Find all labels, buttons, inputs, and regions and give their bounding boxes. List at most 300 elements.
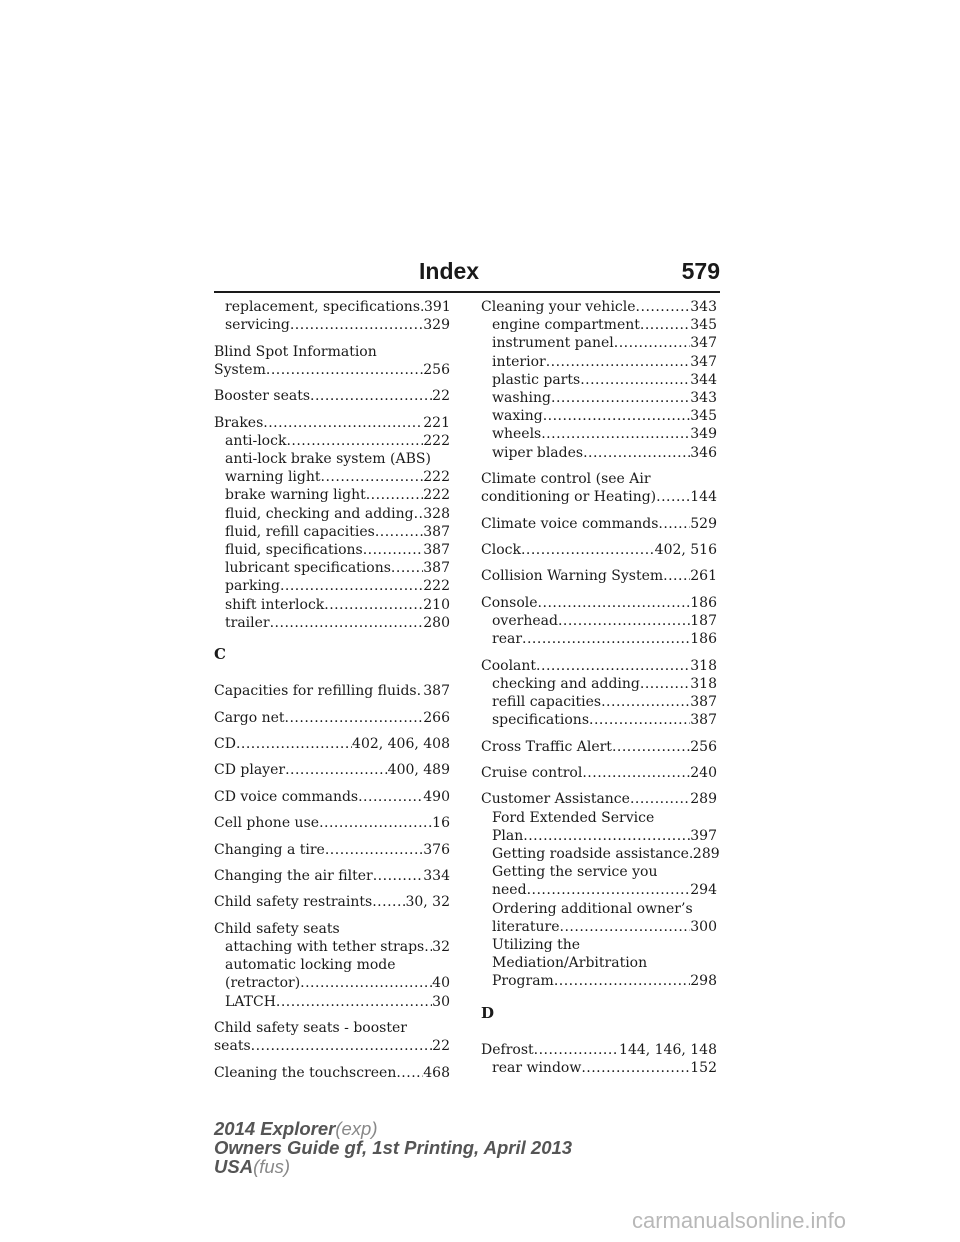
dot-leader bbox=[319, 814, 432, 832]
entry-text: CD voice commands bbox=[214, 788, 359, 805]
entry-text: Climate voice commands bbox=[481, 515, 659, 532]
index-subentry-line bbox=[214, 956, 450, 974]
entry-text: Changing the air filter bbox=[214, 867, 373, 884]
entry-page-number: 256 bbox=[690, 738, 717, 755]
index-subentry-line bbox=[214, 432, 450, 450]
entry-text: parking bbox=[225, 578, 280, 595]
entry-text: Cleaning your vehicle bbox=[481, 299, 636, 315]
entry-page-number: 334 bbox=[423, 867, 450, 884]
entry-text: Cruise control bbox=[481, 764, 583, 781]
index-entry bbox=[481, 298, 717, 462]
dot-leader bbox=[554, 972, 690, 990]
entry-text: fluid, checking and adding bbox=[225, 505, 414, 522]
entry-page-number: 187 bbox=[690, 612, 717, 629]
entry-text: fluid, specifications bbox=[225, 542, 363, 558]
index-subentry-line bbox=[481, 863, 717, 881]
index-subentry-line bbox=[481, 1059, 717, 1077]
entry-page-number: 210 bbox=[423, 596, 450, 613]
entry-page-number: 344 bbox=[690, 371, 717, 388]
entry-text: Console bbox=[481, 594, 538, 611]
entry-page-number: 400, 489 bbox=[387, 762, 450, 779]
index-subentry-line bbox=[481, 954, 717, 972]
dot-leader bbox=[601, 693, 690, 711]
index-subentry-line bbox=[214, 577, 450, 595]
dot-leader bbox=[324, 596, 423, 614]
entry-text: Cross Traffic Alert bbox=[481, 738, 612, 755]
dot-leader bbox=[358, 788, 423, 806]
dot-leader bbox=[541, 425, 690, 443]
entry-text: Cargo net bbox=[214, 709, 285, 726]
index-entry-line bbox=[481, 764, 717, 782]
entry-text: conditioning or Heating) bbox=[481, 489, 657, 506]
entry-text: overhead bbox=[492, 612, 558, 629]
index-entry-line bbox=[214, 361, 450, 379]
footer-model: 2014 Explorer bbox=[214, 1118, 336, 1139]
index-entry bbox=[481, 541, 717, 559]
entry-page-number: 266 bbox=[423, 709, 450, 726]
entry-text: Defrost bbox=[481, 1041, 534, 1058]
index-subentry-line bbox=[481, 675, 717, 693]
dot-leader bbox=[663, 567, 690, 585]
footer-line-1 bbox=[214, 1119, 572, 1138]
dot-leader bbox=[363, 541, 424, 559]
entry-text: replacement, specifications bbox=[225, 299, 421, 315]
dot-leader bbox=[582, 764, 690, 782]
entry-text: Ford Extended Service bbox=[492, 809, 655, 826]
entry-text: Brakes bbox=[214, 414, 264, 431]
entry-page-number: 289 bbox=[692, 845, 720, 862]
entry-text: Ordering additional owner’s bbox=[492, 900, 693, 917]
entry-page-number: 318 bbox=[690, 675, 717, 692]
dot-leader bbox=[290, 316, 423, 334]
dot-leader bbox=[546, 353, 691, 371]
index-entry-line bbox=[214, 1037, 450, 1055]
index-entry-line bbox=[214, 1019, 450, 1037]
dot-leader bbox=[417, 682, 424, 700]
entry-text: seats bbox=[214, 1038, 251, 1055]
dot-leader bbox=[543, 407, 691, 425]
index-subentry-line bbox=[481, 425, 717, 443]
entry-text: rear bbox=[492, 631, 523, 648]
entry-page-number: 280 bbox=[423, 614, 450, 631]
section-letter: C bbox=[214, 645, 226, 664]
index-entry bbox=[481, 738, 717, 756]
dot-leader bbox=[372, 893, 405, 911]
index-subentry-line bbox=[481, 918, 717, 936]
index-entry-line bbox=[481, 738, 717, 756]
entry-page-number: 345 bbox=[690, 408, 717, 425]
entry-text: wheels bbox=[492, 426, 542, 443]
index-entry bbox=[214, 814, 450, 832]
entry-text: literature bbox=[492, 918, 560, 935]
dot-leader bbox=[276, 993, 432, 1011]
entry-page-number: 318 bbox=[690, 657, 717, 674]
dot-leader bbox=[614, 334, 691, 352]
entry-text: rear window bbox=[492, 1060, 582, 1076]
index-subentry-line bbox=[481, 900, 717, 918]
entry-page-number: 300 bbox=[690, 918, 717, 935]
footer-model-code: (exp) bbox=[335, 1118, 378, 1139]
index-subentry-line bbox=[481, 316, 717, 334]
dot-leader bbox=[536, 657, 690, 675]
entry-page-number: 349 bbox=[690, 426, 717, 443]
entry-text: Child safety restraints bbox=[214, 894, 373, 911]
index-subentry-line bbox=[481, 630, 717, 648]
dot-leader bbox=[263, 414, 423, 432]
index-entry-line bbox=[214, 735, 450, 753]
index-subentry-line bbox=[481, 407, 717, 425]
dot-leader bbox=[325, 841, 423, 859]
index-entry-line bbox=[481, 567, 717, 585]
index-column-right bbox=[481, 298, 720, 1085]
index-subentry-line bbox=[481, 711, 717, 729]
index-subentry-line bbox=[214, 614, 450, 632]
index-subentry-line bbox=[214, 316, 450, 334]
entry-page-number: 22 bbox=[432, 1038, 450, 1055]
dot-leader bbox=[521, 541, 655, 559]
entry-text: Cell phone use bbox=[214, 815, 320, 832]
entry-text: engine compartment bbox=[492, 317, 640, 334]
entry-text: Customer Assistance bbox=[481, 791, 630, 808]
entry-page-number: 144, 146, 148 bbox=[619, 1041, 717, 1058]
index-entry bbox=[481, 657, 717, 730]
index-subentry-line bbox=[481, 809, 717, 827]
entry-page-number: 347 bbox=[690, 353, 717, 370]
index-entry bbox=[481, 1041, 717, 1077]
index-entry bbox=[214, 682, 450, 700]
entry-text: Climate control (see Air bbox=[481, 471, 651, 488]
dot-leader bbox=[285, 709, 424, 727]
entry-page-number: 256 bbox=[423, 361, 450, 378]
entry-page-number: 387 bbox=[423, 523, 450, 540]
entry-page-number: 289 bbox=[690, 791, 717, 808]
dot-leader bbox=[321, 468, 424, 486]
entry-page-number: 240 bbox=[690, 764, 717, 781]
entry-text: trailer bbox=[225, 614, 270, 631]
index-subentry-line bbox=[481, 612, 717, 630]
entry-text: washing bbox=[492, 390, 551, 407]
entry-page-number: 40 bbox=[432, 975, 450, 992]
index-subentry-line bbox=[214, 450, 450, 468]
index-subentry-line bbox=[214, 596, 450, 614]
index-subentry-line bbox=[214, 541, 450, 559]
dot-leader bbox=[285, 761, 388, 779]
section-letter: D bbox=[481, 1003, 495, 1022]
entry-text: waxing bbox=[492, 408, 543, 425]
dot-leader bbox=[373, 867, 424, 885]
entry-page-number: 16 bbox=[432, 815, 450, 832]
dot-leader bbox=[580, 371, 690, 389]
entry-text: fluid, refill capacities bbox=[225, 523, 375, 540]
dot-leader bbox=[581, 1059, 690, 1077]
dot-leader bbox=[630, 790, 690, 808]
footer-line-2: Owners Guide gf, 1st Printing, April 2013 bbox=[214, 1137, 573, 1158]
index-subentry-line bbox=[214, 523, 450, 541]
entry-text: CD bbox=[214, 736, 236, 752]
entry-page-number: 222 bbox=[423, 469, 450, 486]
index-subentry-line bbox=[481, 693, 717, 711]
dot-leader bbox=[523, 827, 690, 845]
index-entry bbox=[214, 414, 450, 632]
entry-page-number: 468 bbox=[423, 1064, 450, 1081]
index-entry bbox=[214, 788, 450, 806]
index-subentry-line bbox=[214, 559, 450, 577]
index-subentry-line bbox=[481, 881, 717, 899]
entry-text: Mediation/Arbitration bbox=[492, 955, 648, 972]
dot-leader bbox=[656, 488, 690, 506]
entry-text: attaching with tether straps bbox=[225, 938, 425, 955]
index-entry bbox=[214, 387, 450, 405]
entry-page-number: 30 bbox=[432, 993, 450, 1010]
dot-leader bbox=[396, 1064, 423, 1082]
entry-text: System bbox=[214, 361, 266, 378]
dot-leader bbox=[300, 974, 432, 992]
index-entry-line bbox=[481, 298, 717, 316]
index-entry bbox=[481, 594, 717, 649]
entry-text: Cleaning the touchscreen bbox=[214, 1064, 397, 1081]
index-subentry-line bbox=[214, 505, 450, 523]
index-entry-line bbox=[481, 790, 717, 808]
entry-text: Booster seats bbox=[214, 388, 311, 405]
entry-text: Blind Spot Information bbox=[214, 343, 377, 360]
entry-page-number: 261 bbox=[690, 568, 717, 585]
entry-page-number: 490 bbox=[423, 788, 450, 805]
dot-leader bbox=[236, 735, 352, 753]
entry-page-number: 387 bbox=[423, 683, 450, 700]
index-entry bbox=[214, 867, 450, 885]
footer-line-3 bbox=[214, 1157, 572, 1176]
entry-page-number: 221 bbox=[423, 414, 450, 431]
entry-page-number: 186 bbox=[690, 594, 717, 611]
entry-page-number: 376 bbox=[423, 841, 450, 858]
index-entry-line bbox=[481, 657, 717, 675]
entry-text: plastic parts bbox=[492, 371, 581, 388]
index-subentry-line bbox=[481, 371, 717, 389]
footer-market: USA bbox=[214, 1156, 254, 1177]
index-entry bbox=[481, 515, 717, 533]
index-entry-line bbox=[481, 594, 717, 612]
entry-text: CD player bbox=[214, 762, 286, 779]
entry-page-number: 222 bbox=[423, 487, 450, 504]
index-entry-line bbox=[214, 867, 450, 885]
entry-page-number: 529 bbox=[690, 515, 717, 532]
entry-text: checking and adding bbox=[492, 675, 640, 692]
entry-page-number: 387 bbox=[423, 542, 450, 558]
entry-text: specifications bbox=[492, 712, 590, 729]
index-entry-line bbox=[214, 920, 450, 938]
dot-leader bbox=[251, 1037, 433, 1055]
dot-leader bbox=[558, 612, 690, 630]
entry-page-number: 346 bbox=[690, 444, 717, 461]
entry-text: warning light bbox=[225, 469, 321, 486]
dot-leader bbox=[636, 298, 691, 316]
entry-text: lubricant specifications bbox=[225, 560, 391, 577]
dot-leader bbox=[424, 938, 432, 956]
entry-text: anti-lock brake system (ABS) bbox=[225, 450, 431, 467]
index-subentry-line bbox=[214, 468, 450, 486]
entry-page-number: 30, 32 bbox=[405, 894, 450, 911]
index-entry-line bbox=[214, 814, 450, 832]
index-entry-line bbox=[214, 682, 450, 700]
entry-text: anti-lock bbox=[225, 432, 287, 449]
index-entry-line bbox=[214, 761, 450, 779]
index-entry bbox=[214, 1019, 450, 1055]
index-entry bbox=[481, 790, 720, 990]
entry-text: servicing bbox=[225, 317, 290, 334]
dot-leader bbox=[640, 675, 690, 693]
entry-page-number: 144 bbox=[690, 489, 717, 506]
dot-leader bbox=[658, 515, 690, 533]
dot-leader bbox=[640, 316, 690, 334]
entry-page-number: 397 bbox=[690, 827, 717, 844]
entry-page-number: 22 bbox=[432, 388, 450, 405]
index-entry bbox=[214, 343, 450, 379]
index-subentry-line bbox=[481, 334, 717, 352]
entry-page-number: 298 bbox=[690, 973, 717, 990]
dot-leader bbox=[280, 577, 423, 595]
entry-page-number: 328 bbox=[423, 505, 450, 522]
dot-leader bbox=[583, 444, 690, 462]
index-subentry-line bbox=[214, 298, 450, 316]
page-header bbox=[214, 258, 720, 288]
entry-text: (retractor) bbox=[225, 975, 301, 992]
index-subentry-line bbox=[481, 936, 717, 954]
dot-leader bbox=[286, 432, 423, 450]
dot-leader bbox=[375, 523, 423, 541]
entry-text: interior bbox=[492, 353, 546, 370]
entry-page-number: 343 bbox=[690, 299, 717, 315]
index-subentry-line bbox=[481, 972, 717, 990]
entry-text: brake warning light bbox=[225, 487, 366, 504]
index-subentry-line bbox=[214, 486, 450, 504]
entry-text: automatic locking mode bbox=[225, 957, 396, 974]
index-entry bbox=[214, 1064, 450, 1082]
dot-leader bbox=[527, 881, 691, 899]
entry-text: Getting roadside assistance bbox=[492, 845, 689, 862]
entry-text: Child safety seats bbox=[214, 920, 340, 937]
index-entry-line bbox=[481, 470, 717, 488]
entry-page-number: 32 bbox=[432, 938, 450, 955]
entry-text: instrument panel bbox=[492, 335, 614, 352]
entry-text: Plan bbox=[492, 827, 524, 844]
entry-page-number: 387 bbox=[690, 693, 717, 710]
dot-leader bbox=[522, 630, 690, 648]
entry-page-number: 402, 516 bbox=[654, 542, 717, 558]
entry-page-number: 387 bbox=[423, 560, 450, 577]
index-entry bbox=[214, 298, 450, 334]
entry-text: shift interlock bbox=[225, 596, 325, 613]
index-subentry-line bbox=[481, 389, 717, 407]
index-entry bbox=[214, 761, 450, 779]
index-entry bbox=[214, 920, 450, 1011]
index-column-left bbox=[214, 298, 450, 1090]
page-title: Index bbox=[419, 258, 480, 284]
entry-text: need bbox=[492, 882, 527, 899]
entry-text: Changing a tire bbox=[214, 841, 325, 858]
index-subentry-line bbox=[214, 974, 450, 992]
dot-leader bbox=[560, 918, 691, 936]
entry-text: Capacities for refilling fluids bbox=[214, 683, 417, 700]
index-entry bbox=[481, 764, 717, 782]
index-entry-line bbox=[214, 709, 450, 727]
entry-text: Collision Warning System bbox=[481, 568, 664, 585]
page-number: 579 bbox=[681, 258, 720, 284]
entry-page-number: 402, 406, 408 bbox=[352, 736, 450, 752]
index-entry bbox=[214, 841, 450, 859]
index-subentry-line bbox=[481, 845, 720, 863]
entry-page-number: 345 bbox=[690, 317, 717, 334]
entry-page-number: 387 bbox=[690, 712, 717, 729]
index-entry bbox=[214, 893, 450, 911]
index-entry bbox=[481, 470, 717, 506]
entry-page-number: 152 bbox=[690, 1060, 717, 1076]
entry-text: LATCH bbox=[225, 993, 276, 1010]
index-subentry-line bbox=[481, 353, 717, 371]
entry-page-number: 329 bbox=[423, 317, 450, 334]
entry-text: refill capacities bbox=[492, 693, 602, 710]
entry-page-number: 186 bbox=[690, 631, 717, 648]
dot-leader bbox=[538, 594, 691, 612]
dot-leader bbox=[551, 389, 690, 407]
index-entry-line bbox=[481, 488, 717, 506]
index-entry-line bbox=[481, 541, 717, 559]
index-subentry-line bbox=[481, 827, 717, 845]
index-entry-line bbox=[214, 414, 450, 432]
entry-page-number: 343 bbox=[690, 390, 717, 407]
index-subentry-line bbox=[214, 993, 450, 1011]
index-subentry-line bbox=[214, 938, 450, 956]
dot-leader bbox=[266, 361, 423, 379]
index-entry-line bbox=[214, 387, 450, 405]
index-entry-line bbox=[214, 788, 450, 806]
index-entry-line bbox=[481, 515, 717, 533]
entry-page-number: 222 bbox=[423, 432, 450, 449]
entry-text: Clock bbox=[481, 542, 521, 558]
entry-page-number: 347 bbox=[690, 335, 717, 352]
dot-leader bbox=[310, 387, 432, 405]
index-subentry-line bbox=[481, 444, 717, 462]
index-entry bbox=[481, 567, 717, 585]
index-entry-line bbox=[214, 841, 450, 859]
entry-text: Getting the service you bbox=[492, 864, 658, 881]
entry-page-number: 222 bbox=[423, 578, 450, 595]
entry-text: Child safety seats - booster bbox=[214, 1019, 407, 1036]
dot-leader bbox=[589, 711, 690, 729]
header-rule bbox=[214, 291, 720, 293]
entry-text: wiper blades bbox=[492, 444, 584, 461]
entry-page-number: 391 bbox=[424, 299, 451, 315]
dot-leader bbox=[270, 614, 424, 632]
footer-market-code: (fus) bbox=[253, 1156, 291, 1177]
index-entry bbox=[214, 709, 450, 727]
watermark: carmanualsonline.info bbox=[632, 1208, 847, 1233]
index-entry-line bbox=[214, 343, 450, 361]
entry-page-number: 294 bbox=[690, 882, 717, 899]
footer bbox=[214, 1119, 572, 1176]
dot-leader bbox=[612, 738, 690, 756]
index-entry-line bbox=[214, 893, 450, 911]
index-entry-line bbox=[481, 1041, 717, 1059]
dot-leader bbox=[414, 505, 424, 523]
dot-leader bbox=[391, 559, 423, 577]
dot-leader bbox=[366, 486, 424, 504]
entry-text: Utilizing the bbox=[492, 936, 581, 953]
index-entry-line bbox=[214, 1064, 450, 1082]
entry-text: Program bbox=[492, 973, 554, 990]
entry-text: Coolant bbox=[481, 657, 537, 674]
index-entry bbox=[214, 735, 450, 753]
dot-leader bbox=[534, 1041, 619, 1059]
